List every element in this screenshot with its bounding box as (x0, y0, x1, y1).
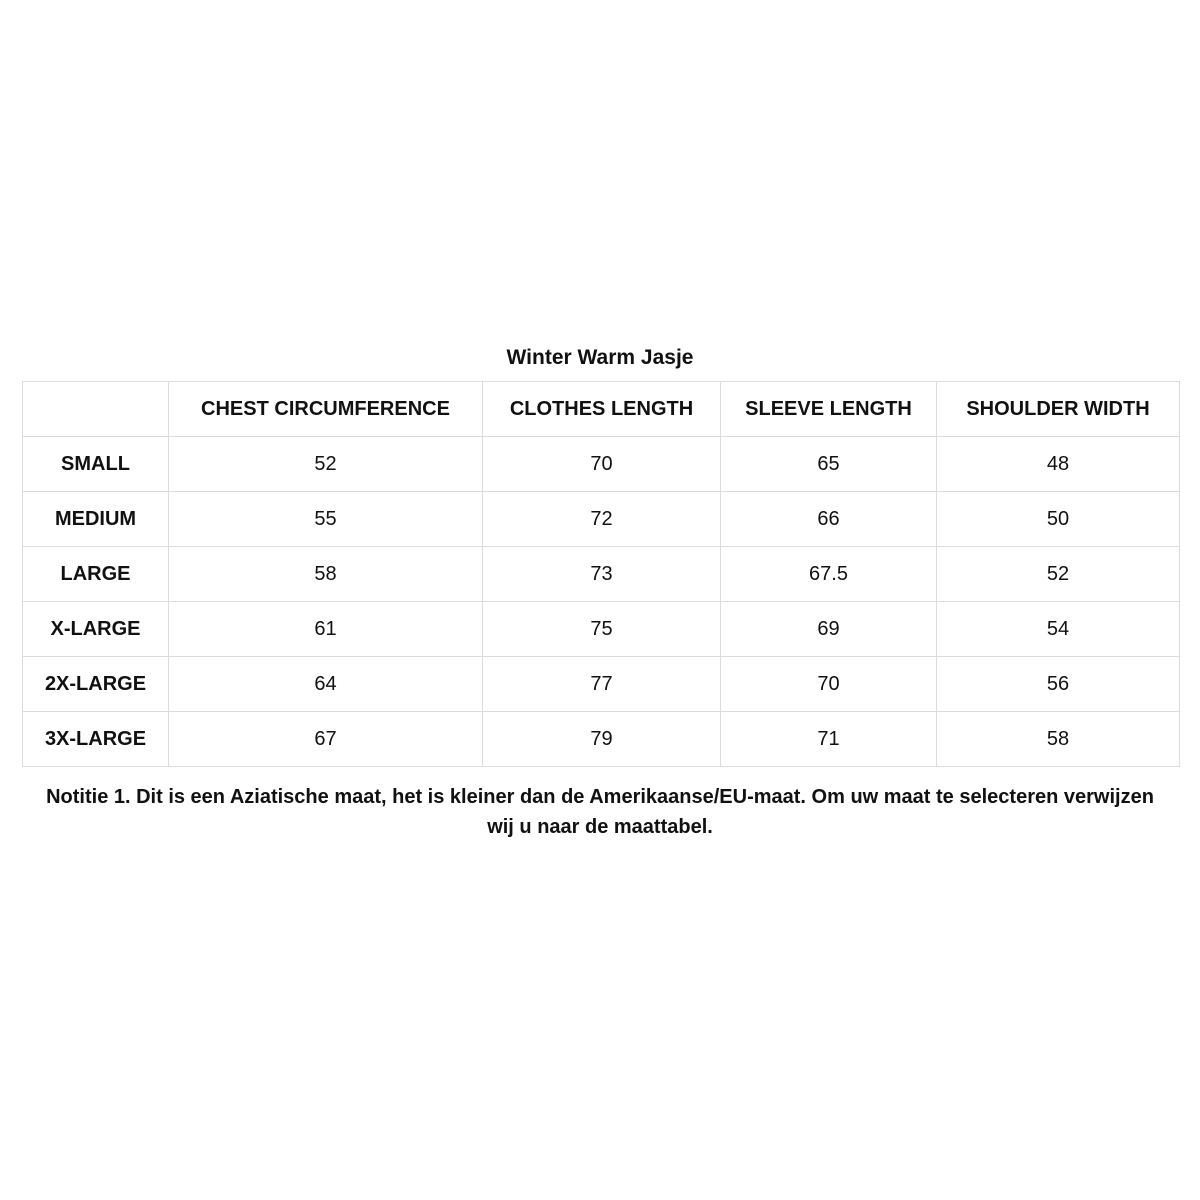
chest-value: 64 (169, 657, 483, 712)
sleeve-length-value: 70 (721, 657, 937, 712)
shoulder-width-value: 58 (937, 712, 1180, 767)
table-title: Winter Warm Jasje (506, 346, 694, 369)
chest-value: 61 (169, 602, 483, 657)
size-label: MEDIUM (23, 492, 169, 547)
header-cell-shoulder-width: SHOULDER WIDTH (937, 382, 1180, 437)
size-label: SMALL (23, 437, 169, 492)
table-row (23, 712, 1180, 767)
chest-value: 58 (169, 547, 483, 602)
sleeve-length-value: 71 (721, 712, 937, 767)
chest-value: 55 (169, 492, 483, 547)
table-row (23, 492, 1180, 547)
sleeve-length-value: 65 (721, 437, 937, 492)
table-row (23, 547, 1180, 602)
clothes-length-value: 73 (483, 547, 721, 602)
shoulder-width-value: 56 (937, 657, 1180, 712)
sleeve-length-value: 66 (721, 492, 937, 547)
table-row (23, 437, 1180, 492)
chest-value: 67 (169, 712, 483, 767)
header-cell-clothes-length: CLOTHES LENGTH (483, 382, 721, 437)
size-note: Notitie 1. Dit is een Aziatische maat, het is kleiner dan de Amerikaanse/EU-maat. Om uw maat te selecteren verwijzen wij u naar de maattabel. (46, 786, 1154, 838)
clothes-length-value: 77 (483, 657, 721, 712)
shoulder-width-value: 50 (937, 492, 1180, 547)
table-row (23, 657, 1180, 712)
sleeve-length-value: 69 (721, 602, 937, 657)
clothes-length-value: 70 (483, 437, 721, 492)
size-label: 2X-LARGE (23, 657, 169, 712)
shoulder-width-value: 48 (937, 437, 1180, 492)
header-row (23, 382, 1180, 437)
size-label: X-LARGE (23, 602, 169, 657)
clothes-length-value: 75 (483, 602, 721, 657)
clothes-length-value: 72 (483, 492, 721, 547)
chest-value: 52 (169, 437, 483, 492)
header-cell-sleeve-length: SLEEVE LENGTH (721, 382, 937, 437)
header-cell-size (23, 382, 169, 437)
size-label: 3X-LARGE (23, 712, 169, 767)
sleeve-length-value: 67.5 (721, 547, 937, 602)
header-cell-chest: CHEST CIRCUMFERENCE (169, 382, 483, 437)
size-label: LARGE (23, 547, 169, 602)
clothes-length-value: 79 (483, 712, 721, 767)
size-table (22, 381, 1180, 767)
shoulder-width-value: 54 (937, 602, 1180, 657)
table-row (23, 602, 1180, 657)
shoulder-width-value: 52 (937, 547, 1180, 602)
